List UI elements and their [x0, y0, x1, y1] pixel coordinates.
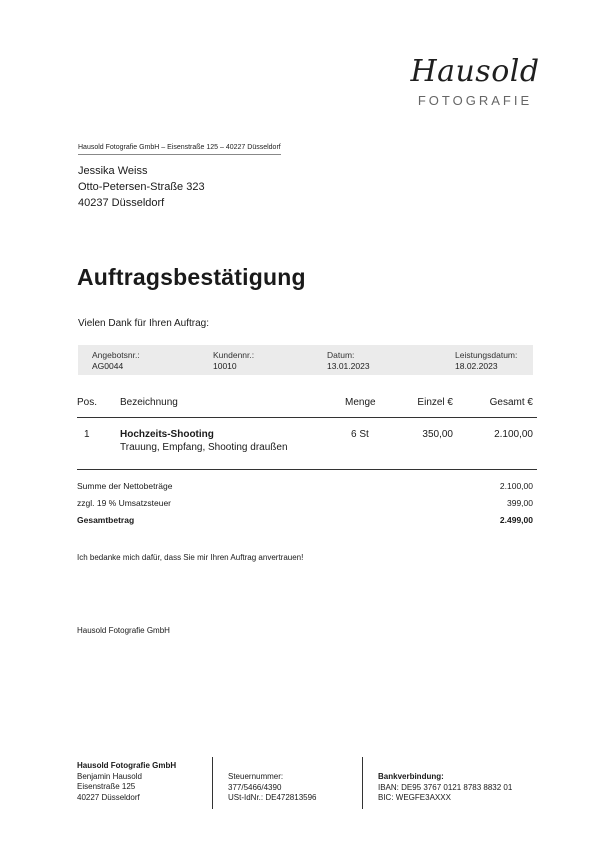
recipient-address [78, 163, 205, 211]
recipient-name: Jessika Weiss [78, 165, 148, 177]
grand-total-value: 2.499,00 [499, 515, 533, 525]
footer-street: Eisenstraße 125 [77, 782, 136, 791]
recipient-street: Otto-Petersen-Straße 323 [78, 181, 205, 193]
info-offer-number: Angebotsnr.: AG0044 [92, 350, 140, 371]
signature-company: Hausold Fotografie GmbH [77, 626, 170, 635]
footer-tax-label: Steuernummer: [228, 772, 284, 781]
recipient-city: 40237 Düsseldorf [78, 197, 165, 209]
row-item-title: Hochzeits-Shooting [120, 429, 214, 440]
table-bottom-divider [77, 469, 537, 470]
column-header-description: Bezeichnung [120, 397, 178, 408]
row-total: 2.100,00 [494, 429, 533, 440]
net-sum-value: 2.100,00 [499, 481, 533, 491]
order-info-bar [78, 345, 533, 375]
row-quantity: 6 St [351, 429, 369, 440]
footer-divider-1 [212, 757, 213, 809]
info-customer-number: Kundennr.: 10010 [213, 350, 255, 371]
grand-total-label: Gesamtbetrag [77, 515, 135, 525]
column-header-pos: Pos. [77, 397, 98, 408]
footer-company-block [77, 761, 176, 803]
info-service-date: Leistungsdatum: 18.02.2023 [455, 350, 518, 371]
info-date: Datum: 13.01.2023 [327, 350, 370, 371]
footer-vat-id: USt-IdNr.: DE472813596 [228, 793, 317, 802]
footer-tax-number: 377/5466/4390 [228, 782, 282, 792]
footer-divider-2 [362, 757, 363, 809]
footer-tax-block [228, 772, 317, 804]
footer-company-name: Hausold Fotografie GmbH [77, 761, 177, 770]
footer-bank-block [378, 772, 512, 804]
closing-text: Ich bedanke mich dafür, dass Sie mir Ihren Auftrag anvertrauen! [77, 553, 304, 562]
company-logo-subtitle: FOTOGRAFIE [417, 93, 533, 108]
column-header-total: Gesamt € [489, 397, 533, 408]
company-logo-script: Hausold [410, 54, 540, 89]
net-sum-label: Summe der Nettobeträge [77, 481, 173, 491]
footer-city: 40227 Düsseldorf [77, 792, 140, 802]
sender-address-line: Hausold Fotografie GmbH – Eisenstraße 125 – 40227 Düsseldorf [78, 143, 281, 155]
footer-bic: BIC: WEGFE3AXXX [378, 793, 451, 802]
footer-iban: IBAN: DE95 3767 0121 8783 8832 01 [378, 782, 513, 792]
column-header-unit-price: Einzel € [417, 397, 453, 408]
row-item-detail: Trauung, Empfang, Shooting draußen [120, 442, 288, 453]
footer-owner: Benjamin Hausold [77, 771, 142, 781]
tax-value: 399,00 [507, 498, 533, 508]
document-title: Auftragsbestätigung [77, 264, 306, 290]
intro-text: Vielen Dank für Ihren Auftrag: [78, 318, 210, 329]
table-header-divider [77, 417, 537, 418]
footer-bank-label: Bankverbindung: [378, 772, 444, 781]
row-unit-price: 350,00 [422, 429, 453, 440]
row-position: 1 [84, 429, 90, 440]
tax-label: zzgl. 19 % Umsatzsteuer [77, 498, 172, 508]
column-header-quantity: Menge [345, 397, 376, 408]
